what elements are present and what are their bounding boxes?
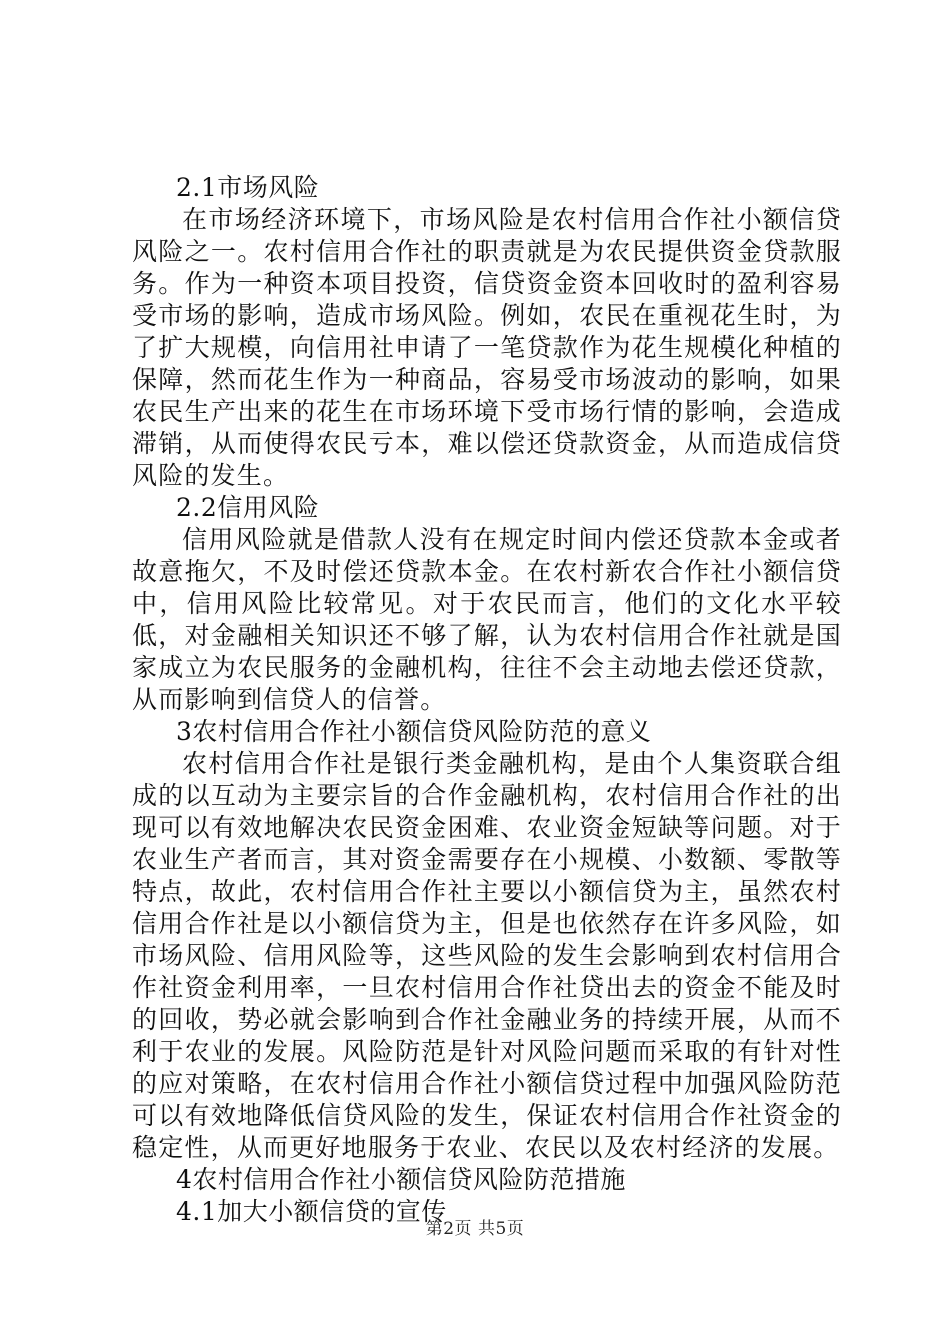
- section-heading-3: 3农村信用合作社小额信贷风险防范的意义: [176, 717, 652, 746]
- section-heading-2-1: 2.1市场风险: [176, 173, 320, 202]
- page-number-footer: 第2页 共5页: [425, 1219, 525, 1239]
- section-paragraph-2-2: 信用风险就是借款人没有在规定时间内偿还贷款本金或者故意拖欠，不及时偿还贷款本金。在农村新农合作社小额信贷中，信用风险比较常见。对于农民而言，他们的文化水平较低，对金融相关知识还不够了解，认为农村信用合作社就是国家成立为农民服务的金融机构，往往不会主动地去偿还贷款，从而影响到信贷人的信誉。: [132, 525, 842, 714]
- section-heading-4-1: 4.1加大小额信贷的宣传: [176, 1197, 447, 1226]
- section-paragraph-3: 农村信用合作社是银行类金融机构，是由个人集资联合组成的以互动为主要宗旨的合作金融机构，农村信用合作社的出现可以有效地解决农民资金困难、农业资金短缺等问题。对于农业生产者而言，其对资金需要存在小规模、小数额、零散等特点，故此，农村信用合作社主要以小额信贷为主，虽然农村信用合作社是以小额信贷为主，但是也依然存在许多风险，如市场风险、信用风险等，这些风险的发生会影响到农村信用合作社资金利用率，一旦农村信用合作社贷出去的资金不能及时的回收，势必就会影响到合作社金融业务的持续开展，从而不利于农业的发展。风险防范是针对风险问题而采取的有针对性的应对策略，在农村信用合作社小额信贷过程中加强风险防范可以有效地降低信贷风险的发生，保证农村信用合作社资金的稳定性，从而更好地服务于农业、农民以及农村经济的发展。: [132, 749, 842, 1162]
- section-heading-4: 4农村信用合作社小额信贷风险防范措施: [176, 1165, 626, 1194]
- document-body: [132, 172, 842, 1228]
- section-heading-2-2: 2.2信用风险: [176, 493, 320, 522]
- section-paragraph-2-1: 在市场经济环境下，市场风险是农村信用合作社小额信贷风险之一。农村信用合作社的职责就是为农民提供资金贷款服务。作为一种资本项目投资，信贷资金资本回收时的盈利容易受市场的影响，造成市场风险。例如，农民在重视花生时，为了扩大规模，向信用社申请了一笔贷款作为花生规模化种植的保障，然而花生作为一种商品，容易受市场波动的影响，如果农民生产出来的花生在市场环境下受市场行情的影响，会造成滞销，从而使得农民亏本，难以偿还贷款资金，从而造成信贷风险的发生。: [132, 205, 842, 490]
